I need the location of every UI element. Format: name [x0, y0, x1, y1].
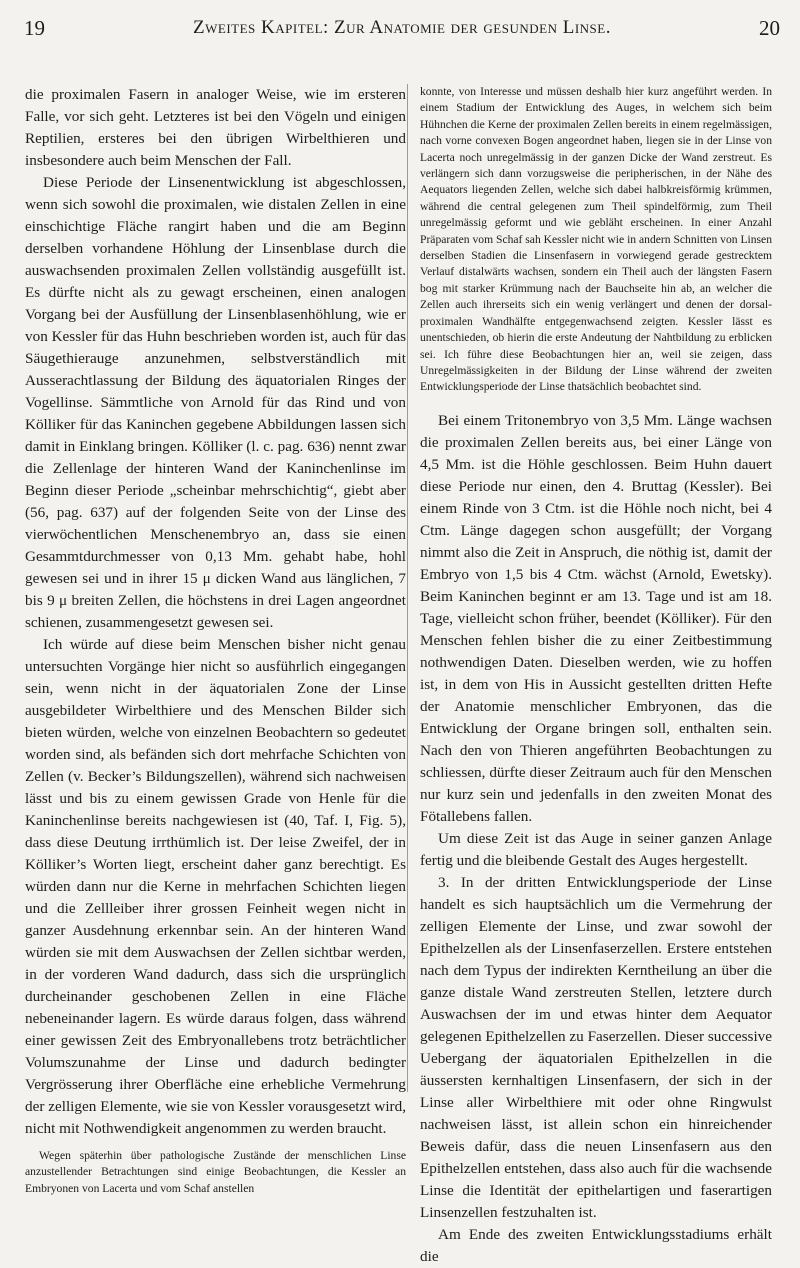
footnote-continuation: konnte, von Interesse und müssen deshalb hier kurz angeführt werden. In einem Stadium der Entwicklung des Auges, in welchem sich beim Hühnchen die Kerne der proximalen Zellen bereits in einem regelmässigen, nach vorne convexen Bogen angeordnet haben, liegen sie in der Linse von Lacerta noch unregelmässig in der ganzen Dicke der Wand zerstreut. Es verlängern sich dann vorzugsweise die peripherischen, in der Nähe des Aequators liegenden Zellen, welche sich dabei halbkreisförmig krümmen, während die central gelegenen zum Theil spindelförmig, zum Theil unregelmässig geformt und wie gebläht erscheinen. In einer Anzahl Präparaten vom Schaf sah Kessler nicht wie in andern Schnitten von Linsen derselben Stadien die Linsenfasern in vorwiegend gerade gestrecktem Verlauf distalwärts wachsen, sondern ein Theil auch der längsten Fasern bog mit starker Krümmung nach der Bauchseite hin ab, an welcher die Zellen auch ihrerseits sich ein wenig verlängert und denen der dorsal-proximalen Wandhälfte entgegenwachsend zeigten. Kessler lässt es unentschieden, ob hierin die erste Andeutung der Nahtbildung zu erblicken sei. Ich führe diese Beobachtungen hier an, weil sie zeigen, dass Unregelmässigkeiten in der Bildung der Linse während der zweiten Entwicklungsperiode der Linse thatsächlich beobachtet sind. — [420, 85, 772, 394]
page-header — [24, 10, 780, 44]
running-title: Zweites Kapitel: Zur Anatomie der gesunden Linse. — [193, 17, 611, 38]
paragraph: die proximalen Fasern in analoger Weise, wie im ersteren Falle, vor sich geht. Letzteres ist bei den Vögeln und einigen Reptilien, ersteres bei den übrigen Wirbelthieren und insbesondere auch beim Menschen der Fall. — [25, 86, 406, 169]
page-number-left: 19 — [24, 16, 45, 40]
footnote: Wegen späterhin über pathologische Zustände der menschlichen Linse anzustellender Betrachtungen sind einige Beobachtungen, die Kessler an Embryonen von Lacerta und vom Schaf anstellen — [25, 1149, 406, 1195]
paragraph: 3. In der dritten Entwicklungsperiode der Linse handelt es sich hauptsächlich um die Vermehrung der zelligen Elemente der Linse, und zwar sowohl der Epithelzellen als der Linsenfaserzellen. Erstere entstehen nach dem Typus der indirekten Kerntheilung an über die ganze distale Wand zerstreuten Stellen, letztere durch Auswachsen der im und etwas hinter dem Aequator gelegenen Epithelzellen zu Faserzellen. Dieser successive Uebergang der äquatorialen Epithelzellen in die äussersten kernhaltigen Linsenfasern, der sich in der Linse aller Wirbelthiere mit oder ohne Ringwulst nachweisen lässt, ist allein schon ein hinreichender Beweis dafür, dass die neuen Linsenfasern aus den Epithelzellen entstehen, dass also auch für die wachsende Linse die Identität der epithelartigen und faserartigen Linsenzellen festzuhalten ist. — [420, 873, 772, 1221]
right-column — [420, 84, 772, 1268]
paragraph: Am Ende des zweiten Entwicklungsstadiums erhält die — [420, 1225, 772, 1265]
page-number-right: 20 — [759, 16, 780, 40]
paragraph: Ich würde auf diese beim Menschen bisher nicht genau untersuchten Vorgänge hier nicht so ausführlich eingegangen sein, wenn nicht in der äquatorialen Zone der Linse ausgebildeter Wirbelthiere und des Menschen Bilder sich bieten würden, welche von einzelnen Beobachtern so gedeutet worden sind, als befänden sich dort mehrfache Schichten von Zellen (v. Becker’s Bildungszellen), während sich nachweisen lässt und bis zu einem gewissen Grade von Henle für die Kaninchenlinse bereits nachgewiesen ist (40, Taf. I, Fig. 5), dass diese Deutung irrthümlich ist. Der leise Zweifel, der in Kölliker’s Worten liegt, erscheint daher ganz berechtigt. Es würden dann nur die Kerne in mehrfachen Schichten liegen und die Zellleiber ihrer grossen Feinheit wegen nicht in ganzer Ausdehnung erkennbar sein. An der hinteren Wand würden sie mit dem Auswachsen der Zellen sichtbar werden, in der vorderen Wand dadurch, dass sich die ursprünglich durcheinander geschobenen Zellen in eine Fläche nebeneinander lagern. Es würde daraus folgen, dass während einer gewissen Zeit des Embryonallebens trotz beträchtlicher Volumszunahme der Linse und dadurch bedingter Vergrösserung ihrer Oberfläche eine erhebliche Vermehrung der zelligen Elemente, wie sie von Kessler vorausgesetzt wird, nicht mit Nothwendigkeit angenommen zu werden braucht. — [25, 636, 406, 1137]
paragraph: Diese Periode der Linsenentwicklung ist abgeschlossen, wenn sich sowohl die proximalen, wie distalen Zellen in eine einschichtige Fläche rangirt haben und die am Beginn derselben vorhandene Höhlung der Linsenblase durch die auswachsenden proximalen Zellen vollständig ausgefüllt ist. Es dürfte nicht als zu gewagt erscheinen, einen analogen Vorgang bei der Ausfüllung der Linsenblasenhöhlung, wie er von Kessler für das Huhn beschrieben worden ist, auch für das Säugethierauge anzunehmen, selbstverständlich mit Ausserachtlassung der Bildung des äquatorialen Ringes der Vogellinse. Sämmtliche von Arnold für das Rind und von Kölliker für das Kaninchen gegebene Abbildungen lassen sich damit in Einklang bringen. Kölliker (l. c. pag. 636) nennt zwar die Zellenlage der hinteren Wand der Kaninchenlinse im Beginn dieser Periode „scheinbar mehrschichtig“, giebt aber (56, pag. 637) auf der folgenden Seite von der Linse des vierwöchentlichen Menschenembryo an, dass sie einen Gesammtdurchmesser von 0,13 Mm. gehabt habe, hohl gewesen sei und in ihrer 15 μ dicken Wand aus länglichen, 7 bis 9 μ breiten Zellen, die höchstens in drei Lagen angeordnet schienen, zusammengesetzt gewesen sei. — [25, 174, 406, 631]
left-column — [25, 84, 406, 1197]
column-divider — [407, 84, 408, 1092]
paragraph: Bei einem Tritonembryo von 3,5 Mm. Länge wachsen die proximalen Zellen bereits aus, bei einer Länge von 4,5 Mm. ist die Höhle geschlossen. Beim Huhn dauert diese Periode nur einen, den 4. Bruttag (Kessler). Bei einem Rinde von 3 Ctm. ist die Höhle noch nicht, bei 4 Ctm. Länge dagegen schon ausgefüllt; der Vorgang nimmt also die Zeit in Anspruch, die nöthig ist, damit der Embryo von 1,5 bis 4 Ctm. wächst (Arnold, Ewetsky). Beim Kaninchen beginnt er am 13. Tage und ist am 18. Tage, vielleicht schon früher, beendet (Kölliker). Für den Menschen fehlen bisher die zu einer Zeitbestimmung nothwendigen Daten. Dieselben werden, wie zu hoffen ist, in dem von His in Aussicht gestellten dritten Hefte der Anatomie menschlicher Embryonen, das die Entwicklung der Organe bringen soll, enthalten sein. Nach den von Thieren angeführten Beobachtungen zu schliessen, dürfte dieser Zeitraum auch für den Menschen nur kurz sein und jedenfalls in den zweiten Monat des Fötallebens fallen. — [420, 411, 772, 825]
paragraph: Um diese Zeit ist das Auge in seiner ganzen Anlage fertig und die bleibende Gestalt des Auges hergestellt. — [420, 829, 772, 869]
